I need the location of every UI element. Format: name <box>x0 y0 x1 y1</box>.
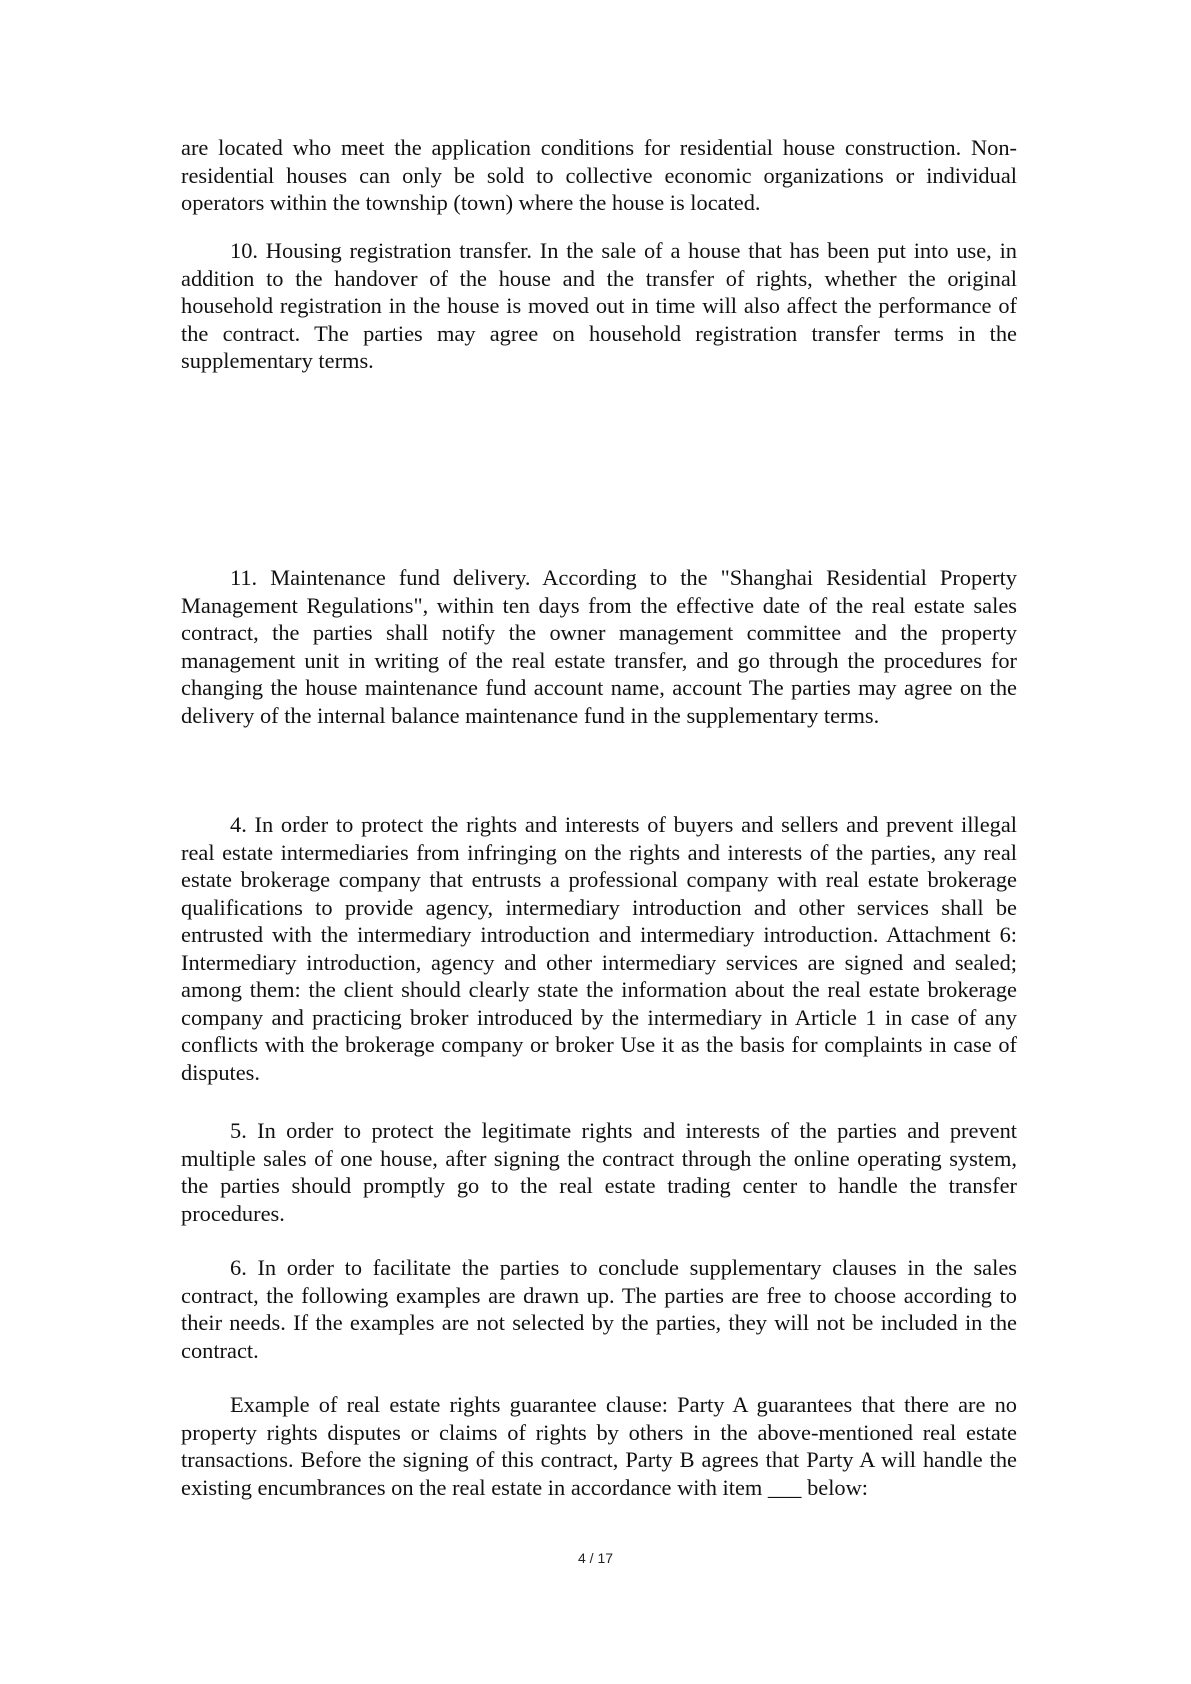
paragraph-5-transfer-procedures: 5. In order to protect the legitimate rights and interests of the parties and prevent multiple sales of one house, after signing the contract through the online operating system, the parties should promptly go to the real estate trading center to handle the transfer procedures. <box>181 1118 1017 1226</box>
paragraph-4-intermediary-services: 4. In order to protect the rights and interests of buyers and sellers and prevent illegal real estate intermediaries from infringing on the rights and interests of the parties, any real estate brokerage company that entrusts a professional company with real estate brokerage qualifications to provide agency, intermediary introduction and other services shall be entrusted with the intermediary introduction and intermediary introduction. Attachment 6: Intermediary introduction, agency and other intermediary services are signed and sealed; among them: the client should clearly state the information about the real estate brokerage company and practicing broker introduced by the intermediary in Article 1 in case of any conflicts with the brokerage company or broker Use it as the basis for complaints in case of disputes. <box>181 812 1017 1085</box>
paragraph-11-maintenance-fund-delivery: 11. Maintenance fund delivery. According to the "Shanghai Residential Property Management Regulations", within ten days from the effective date of the real estate sales contract, the parties shall notify the owner management committee and the property management unit in writing of the real estate transfer, and go through the procedures for changing the house maintenance fund account name, account The parties may agree on the delivery of the internal balance maintenance fund in the supplementary terms. <box>181 565 1017 728</box>
paragraph-rights-guarantee-example: Example of real estate rights guarantee clause: Party A guarantees that there are no property rights disputes or claims of rights by others in the above-mentioned real estate transactions. Before the signing of this contract, Party B agrees that Party A will handle the existing encumbrances on the real estate in accordance with item ___ below: <box>181 1392 1017 1500</box>
paragraph-continuation-residential-sale: are located who meet the application conditions for residential house construction. Non-residential houses can only be sold to collective economic organizations or individual operators within the township (town) where the house is located. <box>181 135 1017 215</box>
paragraph-10-housing-registration-transfer: 10. Housing registration transfer. In the sale of a house that has been put into use, in addition to the handover of the house and the transfer of rights, whether the original household registration in the house is moved out in time will also affect the performance of the contract. The parties may agree on household registration transfer terms in the supplementary terms. <box>181 238 1017 373</box>
page-number: 4 / 17 <box>577 1550 614 1566</box>
paragraph-6-supplementary-clauses: 6. In order to facilitate the parties to conclude supplementary clauses in the sales contract, the following examples are drawn up. The parties are free to choose according to their needs. If the examples are not selected by the parties, they will not be included in the contract. <box>181 1255 1017 1363</box>
